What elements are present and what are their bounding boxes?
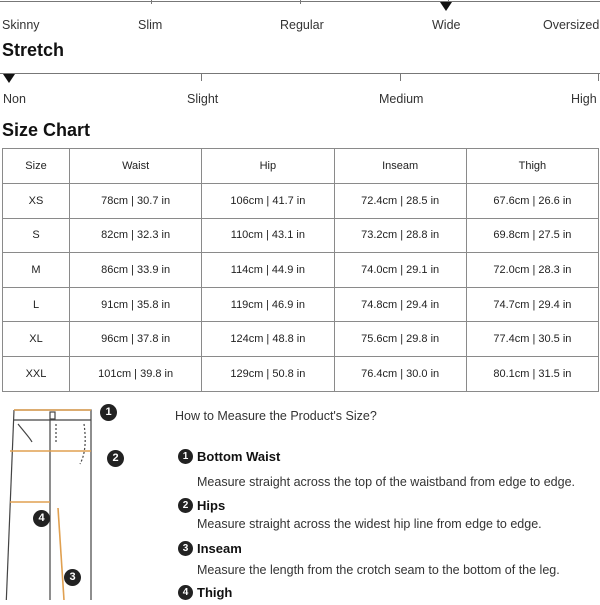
fit-label-skinny: Skinny	[2, 18, 40, 32]
cell-waist: 78cm | 30.7 in	[70, 184, 202, 219]
number-badge: 4	[178, 585, 193, 600]
cell-thigh: 80.1cm | 31.5 in	[466, 356, 598, 391]
cell-hip: 106cm | 41.7 in	[202, 184, 334, 219]
cell-size: XL	[3, 322, 70, 357]
stretch-tick	[598, 73, 599, 81]
stretch-scale-line	[0, 73, 600, 74]
how-to-measure-question: How to Measure the Product's Size?	[175, 409, 377, 423]
header-inseam: Inseam	[334, 149, 466, 184]
cell-thigh: 72.0cm | 28.3 in	[466, 253, 598, 288]
cell-waist: 86cm | 33.9 in	[70, 253, 202, 288]
cell-inseam: 76.4cm | 30.0 in	[334, 356, 466, 391]
cell-size: XXL	[3, 356, 70, 391]
fit-label-regular: Regular	[280, 18, 324, 32]
badge-4	[33, 508, 50, 527]
stretch-tick	[201, 73, 202, 81]
measure-title-label: Bottom Waist	[197, 449, 281, 464]
badge-3	[64, 567, 81, 586]
cell-inseam: 74.0cm | 29.1 in	[334, 253, 466, 288]
cell-size: S	[3, 218, 70, 253]
cell-size: XS	[3, 184, 70, 219]
stretch-label-non: Non	[3, 92, 26, 106]
cell-thigh: 77.4cm | 30.5 in	[466, 322, 598, 357]
fit-label-slim: Slim	[138, 18, 163, 32]
fit-selected-marker	[440, 2, 452, 11]
badge-number: 4	[33, 510, 50, 527]
pants-measurement-diagram	[0, 398, 160, 600]
cell-thigh: 69.8cm | 27.5 in	[466, 218, 598, 253]
badge-1	[100, 402, 117, 421]
table-row	[3, 287, 599, 322]
header-hip: Hip	[202, 149, 334, 184]
cell-thigh: 67.6cm | 26.6 in	[466, 184, 598, 219]
cell-hip: 124cm | 48.8 in	[202, 322, 334, 357]
badge-2	[107, 448, 124, 467]
fit-label-wide: Wide	[432, 18, 461, 32]
measure-title-inseam	[178, 541, 242, 556]
stretch-label-slight: Slight	[187, 92, 219, 106]
cell-hip: 129cm | 50.8 in	[202, 356, 334, 391]
cell-inseam: 73.2cm | 28.8 in	[334, 218, 466, 253]
cell-waist: 91cm | 35.8 in	[70, 287, 202, 322]
header-waist: Waist	[70, 149, 202, 184]
cell-size: L	[3, 287, 70, 322]
badge-number: 1	[100, 404, 117, 421]
measure-title-thigh	[178, 585, 232, 600]
badge-number: 3	[64, 569, 81, 586]
cell-size: M	[3, 253, 70, 288]
size-chart-header-row	[3, 149, 599, 184]
measure-desc-hips: Measure straight across the widest hip line from edge to edge.	[197, 517, 542, 531]
measure-title-label: Inseam	[197, 541, 242, 556]
table-row	[3, 253, 599, 288]
size-chart-table	[2, 148, 599, 392]
cell-waist: 96cm | 37.8 in	[70, 322, 202, 357]
badge-number: 2	[107, 450, 124, 467]
stretch-label-medium: Medium	[379, 92, 424, 106]
fit-tick	[151, 0, 152, 4]
stretch-title: Stretch	[2, 40, 65, 60]
number-badge: 2	[178, 498, 193, 513]
stretch-tick	[400, 73, 401, 81]
stretch-label-high: High	[571, 92, 597, 106]
cell-hip: 114cm | 44.9 in	[202, 253, 334, 288]
cell-inseam: 72.4cm | 28.5 in	[334, 184, 466, 219]
header-size: Size	[3, 149, 70, 184]
fit-label-oversized: Oversized	[543, 18, 600, 32]
cell-inseam: 74.8cm | 29.4 in	[334, 287, 466, 322]
table-row	[3, 356, 599, 391]
number-badge: 3	[178, 541, 193, 556]
stretch-selected-marker	[3, 74, 15, 83]
table-row	[3, 218, 599, 253]
cell-hip: 110cm | 43.1 in	[202, 218, 334, 253]
number-badge: 1	[178, 449, 193, 464]
table-row	[3, 184, 599, 219]
cell-hip: 119cm | 46.9 in	[202, 287, 334, 322]
fit-tick	[300, 0, 301, 4]
size-chart-title: Size Chart	[2, 120, 91, 140]
table-row	[3, 322, 599, 357]
measure-desc-bottom-waist: Measure straight across the top of the waistband from edge to edge.	[197, 475, 575, 489]
cell-thigh: 74.7cm | 29.4 in	[466, 287, 598, 322]
measure-title-label: Thigh	[197, 585, 233, 600]
measure-title-bottom-waist	[178, 449, 280, 464]
cell-inseam: 75.6cm | 29.8 in	[334, 322, 466, 357]
cell-waist: 82cm | 32.3 in	[70, 218, 202, 253]
measure-title-hips	[178, 498, 225, 513]
measure-desc-inseam: Measure the length from the crotch seam to the bottom of the leg.	[197, 563, 560, 577]
cell-waist: 101cm | 39.8 in	[70, 356, 202, 391]
measure-title-label: Hips	[197, 498, 226, 513]
header-thigh: Thigh	[466, 149, 598, 184]
